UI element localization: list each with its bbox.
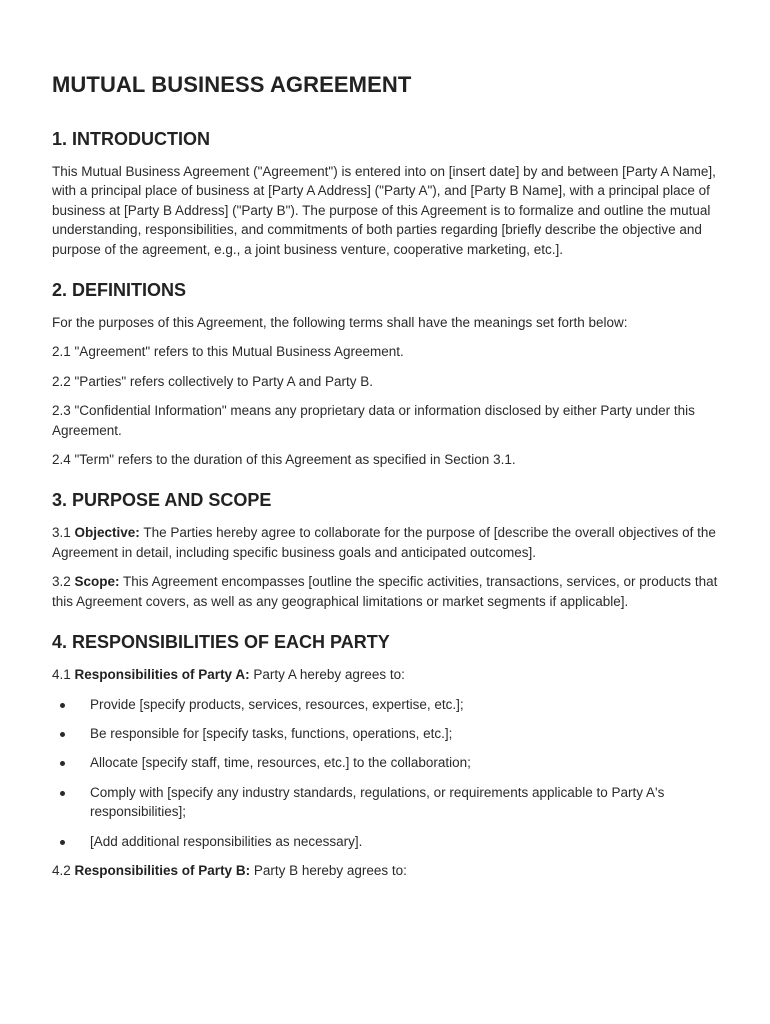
bullet-text: Comply with [specify any industry standards, regulations, or requirements applicable to Party A's responsibilities]; (90, 784, 665, 820)
clause-number: 3.2 (52, 574, 75, 590)
introduction-paragraph: This Mutual Business Agreement ("Agreement") is entered into on [insert date] by and between [Party A Name], with a principal place of business at [Party A Address] ("Party A"), and [Party B Name], with a principal place of business at [Party B Address] ("Party B"). The purpose of this Agreement is to formalize and outline the mutual understanding, responsibilities, and commitments of both parties regarding [briefly describe the objective and purpose of the agreement, e.g., a joint business venture, cooperative marketing, etc.]. (52, 164, 716, 257)
definition-item: 2.4 "Term" refers to the duration of this Agreement as specified in Section 3.1. (52, 452, 516, 468)
definition-item: 2.1 "Agreement" refers to this Mutual Business Agreement. (52, 344, 404, 360)
bullet-item (52, 695, 718, 714)
bullet-item (52, 832, 718, 851)
clause-text: Party B hereby agrees to: (250, 862, 407, 878)
definition-item: 2.3 "Confidential Information" means any proprietary data or information disclosed by either Party under this Agreement. (52, 403, 695, 438)
section-responsibilities (52, 629, 718, 880)
party-b-clause (52, 861, 718, 880)
clause-number: 4.1 (52, 667, 75, 683)
clause-text: The Parties hereby agree to collaborate for the purpose of [describe the overall objectives of the Agreement in detail, including specific business goals and anticipated outcomes]. (52, 525, 716, 560)
section-heading-introduction: 1. INTRODUCTION (52, 129, 211, 149)
clause-number: 4.2 (52, 862, 75, 878)
party-a-clause (52, 665, 718, 684)
section-heading-definitions: 2. DEFINITIONS (52, 280, 187, 301)
clause-text: This Agreement encompasses [outline the specific activities, transactions, services, or products that this Agreement covers, as well as any geographical limitations or market segments if applicable]. (52, 574, 718, 609)
definitions-intro: For the purposes of this Agreement, the following terms shall have the meanings set forth below: (52, 315, 628, 331)
definition-item: 2.2 "Parties" refers collectively to Party A and Party B. (52, 373, 373, 389)
bullet-text: Be responsible for [specify tasks, functions, operations, etc.]; (90, 725, 453, 741)
bullet-icon (60, 761, 65, 766)
bullet-icon (60, 791, 65, 796)
section-heading-responsibilities: 4. RESPONSIBILITIES OF EACH PARTY (52, 632, 390, 653)
clause-text: Party A hereby agrees to: (249, 667, 405, 683)
bullet-text: [Add additional responsibilities as necessary]. (90, 833, 363, 849)
bullet-icon (60, 703, 65, 708)
clause-label: Objective: (74, 525, 140, 541)
section-introduction (52, 126, 718, 259)
bullet-item (52, 753, 718, 772)
clause-label: Responsibilities of Party A: (74, 667, 250, 683)
bullet-item (52, 724, 718, 743)
bullet-text: Allocate [specify staff, time, resources, etc.] to the collaboration; (90, 755, 471, 771)
bullet-item (52, 783, 718, 822)
section-heading-purpose-scope: 3. PURPOSE AND SCOPE (52, 490, 272, 511)
scope-clause (52, 572, 718, 611)
document-title: MUTUAL BUSINESS AGREEMENT (52, 72, 412, 97)
bullet-icon (60, 840, 65, 845)
party-a-bullet-list (52, 695, 718, 851)
bullet-icon (60, 732, 65, 737)
clause-label: Scope: (74, 574, 120, 590)
section-definitions (52, 277, 718, 469)
bullet-text: Provide [specify products, services, resources, expertise, etc.]; (90, 696, 464, 712)
clause-number: 3.1 (52, 525, 75, 541)
clause-label: Responsibilities of Party B: (74, 862, 251, 878)
objective-clause (52, 523, 718, 562)
section-purpose-scope (52, 487, 718, 611)
